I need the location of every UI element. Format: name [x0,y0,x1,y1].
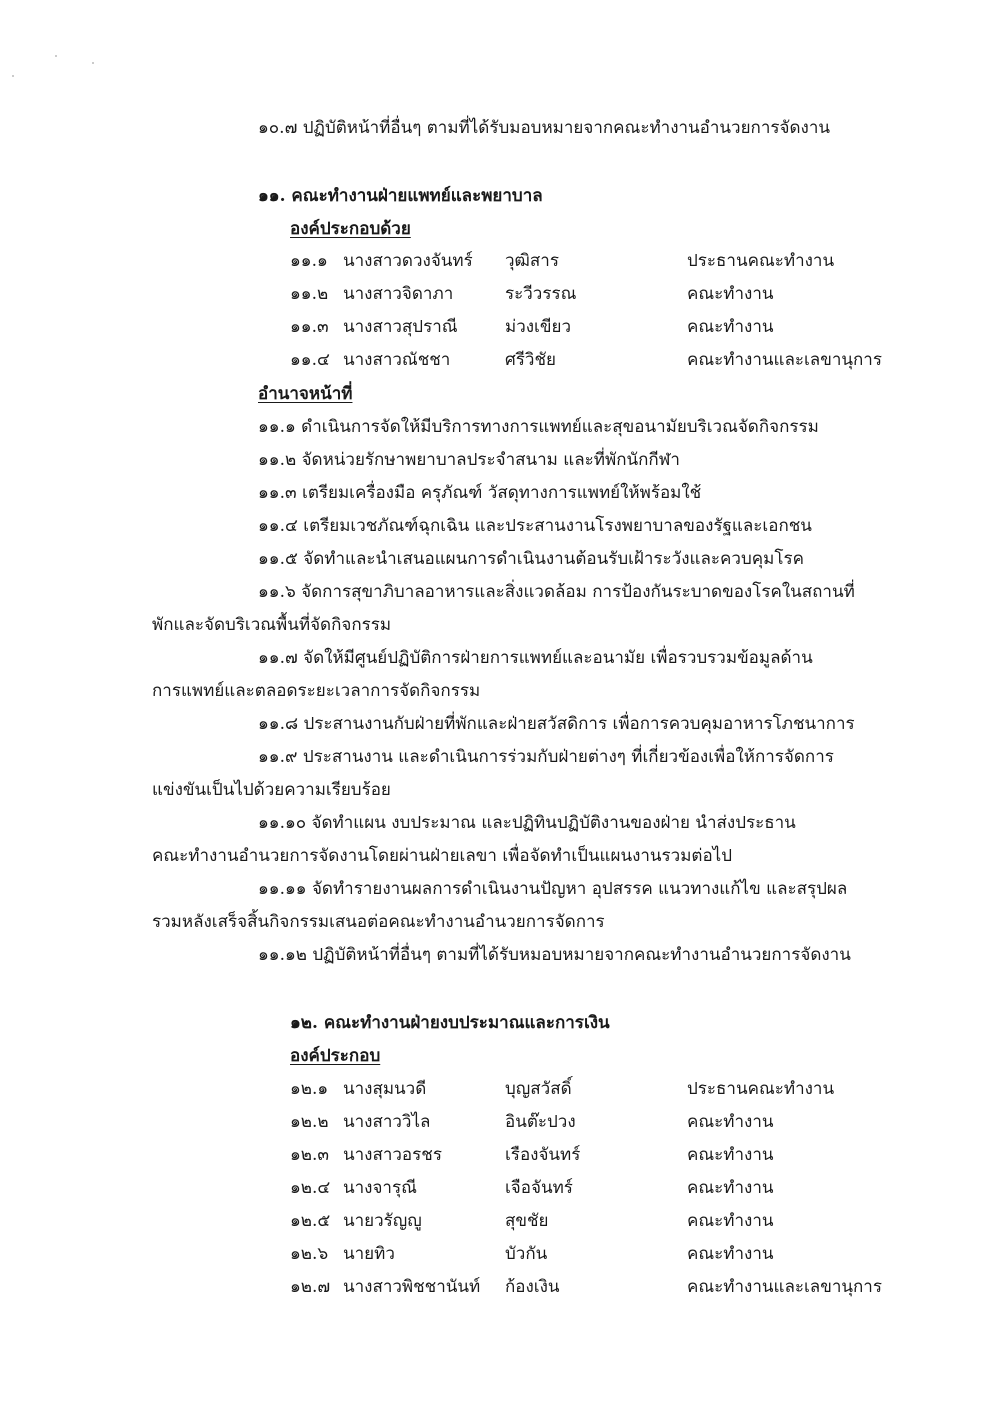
member-name: นางจารุณี [343,1178,417,1198]
duty-line: ๑๑.๕ จัดทำและนำเสนอแผนการดำเนินงานต้อนรับเฝ้าระวังและควบคุมโรค [258,549,804,569]
member-role: คณะทำงาน [687,1145,774,1165]
duty-line-continuation: แข่งขันเป็นไปด้วยความเรียบร้อย [152,780,391,800]
member-name: นายวรัญญู [343,1211,422,1231]
member-surname: อินต๊ะปวง [505,1112,576,1132]
member-name: นางสาวสุปราณี [343,317,458,337]
member-name: นายทิว [343,1244,395,1264]
scan-speck [92,62,94,64]
duty-line-continuation: คณะทำงานอำนวยการจัดงานโดยผ่านฝ่ายเลขา เพื่อจัดทำเป็นแผนงานรวมต่อไป [152,846,733,866]
member-name: นางสุมนวดี [343,1079,427,1099]
duty-line: ๑๑.๗ จัดให้มีศูนย์ปฏิบัติการฝ่ายการแพทย์และอนามัย เพื่อรวบรวมข้อมูลด้าน [258,648,813,668]
member-role: คณะทำงานและเลขานุการ [687,350,882,370]
member-no: ๑๒.๕ [290,1211,331,1231]
member-role: คณะทำงาน [687,1244,774,1264]
member-no: ๑๒.๒ [290,1112,329,1132]
member-name: นางสาวณัชชา [343,350,451,370]
member-no: ๑๒.๓ [290,1145,330,1165]
member-role: คณะทำงาน [687,1112,774,1132]
member-role: ประธานคณะทำงาน [687,1079,835,1099]
item-10-7: ๑๐.๗ ปฏิบัติหน้าที่อื่นๆ ตามที่ได้รับมอบหมายจากคณะทำงานอำนวยการจัดงาน [258,118,830,138]
member-surname: ศรีวิชัย [505,350,556,370]
member-surname: เรืองจันทร์ [505,1145,581,1165]
member-role: คณะทำงาน [687,1211,774,1231]
section-11-title: ๑๑. คณะทำงานฝ่ายแพทย์และพยาบาล [258,186,543,206]
duty-line: ๑๑.๘ ประสานงานกับฝ่ายที่พักและฝ่ายสวัสดิการ เพื่อการควบคุมอาหารโภชนาการ [258,714,855,734]
member-name: นางสาววิไล [343,1112,431,1132]
member-role: คณะทำงาน [687,284,774,304]
duty-line: ๑๑.๑๒ ปฏิบัติหน้าที่อื่นๆ ตามที่ได้รับหมอบหมายจากคณะทำงานอำนวยการจัดงาน [258,945,851,965]
section-12-members-heading: องค์ประกอบ [290,1046,381,1066]
member-no: ๑๑.๒ [290,284,329,304]
member-surname: เจือจันทร์ [505,1178,573,1198]
section-11-duties-heading: อำนาจหน้าที่ [258,384,353,404]
duty-line: ๑๑.๓ เตรียมเครื่องมือ ครุภัณฑ์ วัสดุทางการแพทย์ให้พร้อมใช้ [258,483,702,503]
scan-speck [55,55,57,57]
member-surname: บุญสวัสดิ์ [505,1079,572,1099]
member-surname: ม่วงเขียว [505,317,571,337]
member-role: ประธานคณะทำงาน [687,251,835,271]
member-no: ๑๒.๖ [290,1244,329,1264]
duty-line: ๑๑.๔ เตรียมเวชภัณฑ์ฉุกเฉิน และประสานงานโรงพยาบาลของรัฐและเอกชน [258,516,812,536]
duty-line-continuation: การแพทย์และตลอดระยะเวลาการจัดกิจกรรม [152,681,481,701]
member-role: คณะทำงาน [687,317,774,337]
member-role: คณะทำงานและเลขานุการ [687,1277,882,1297]
section-11-members-heading: องค์ประกอบด้วย [290,219,411,239]
duty-line: ๑๑.๙ ประสานงาน และดำเนินการร่วมกับฝ่ายต่างๆ ที่เกี่ยวข้องเพื่อให้การจัดการ [258,747,834,767]
member-surname: สุขชัย [505,1211,549,1231]
member-no: ๑๑.๓ [290,317,329,337]
duty-line-continuation: พักและจัดบริเวณพื้นที่จัดกิจกรรม [152,615,392,635]
member-surname: วุฒิสาร [505,251,559,271]
duty-line: ๑๑.๑๐ จัดทำแผน งบประมาณ และปฏิทินปฏิบัติงานของฝ่าย นำส่งประธาน [258,813,796,833]
member-surname: ก้องเงิน [505,1277,560,1297]
member-surname: บัวกัน [505,1244,548,1264]
member-role: คณะทำงาน [687,1178,774,1198]
member-surname: ระวีวรรณ [505,284,577,304]
member-name: นางสาวพิชชานันท์ [343,1277,481,1297]
member-no: ๑๒.๔ [290,1178,331,1198]
section-12-title: ๑๒. คณะทำงานฝ่ายงบประมาณและการเงิน [290,1013,610,1033]
member-name: นางสาวอรชร [343,1145,442,1165]
member-name: นางสาวดวงจันทร์ [343,251,473,271]
duty-line: ๑๑.๑ ดำเนินการจัดให้มีบริการทางการแพทย์และสุขอนามัยบริเวณจัดกิจกรรม [258,417,819,437]
member-no: ๑๑.๑ [290,251,328,271]
duty-line-continuation: รวมหลังเสร็จสิ้นกิจกรรมเสนอต่อคณะทำงานอำนวยการจัดการ [152,912,605,932]
duty-line: ๑๑.๑๑ จัดทำรายงานผลการดำเนินงานปัญหา อุปสรรค แนวทางแก้ไข และสรุปผล [258,879,848,899]
member-no: ๑๒.๗ [290,1277,331,1297]
duty-line: ๑๑.๖ จัดการสุขาภิบาลอาหารและสิ่งแวดล้อม การป้องกันระบาดของโรคในสถานที่ [258,582,855,602]
duty-line: ๑๑.๒ จัดหน่วยรักษาพยาบาลประจำสนาม และที่พักนักกีฬา [258,450,680,470]
member-no: ๑๒.๑ [290,1079,329,1099]
member-name: นางสาวจิดาภา [343,284,454,304]
member-no: ๑๑.๔ [290,350,330,370]
scan-speck [12,75,14,77]
